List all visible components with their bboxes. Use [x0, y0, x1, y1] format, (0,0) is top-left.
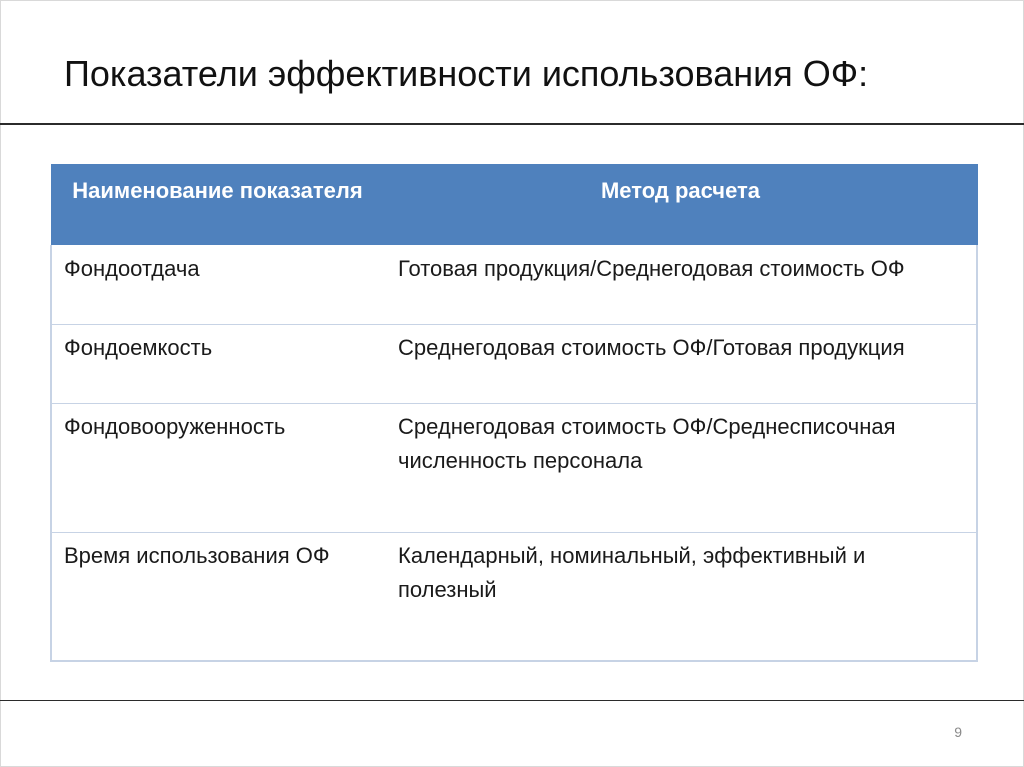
- table-row: [51, 246, 977, 325]
- indicators-table: [50, 164, 978, 662]
- column-header-method: Метод расчета: [384, 165, 977, 246]
- indicator-cell: Время использования ОФ: [51, 533, 384, 662]
- method-cell: Среднегодовая стоимость ОФ/Среднесписочная численность персонала: [384, 404, 977, 533]
- page-number: 9: [954, 724, 962, 740]
- table-row: [51, 533, 977, 662]
- footer-divider: [0, 700, 1024, 701]
- page-title: Показатели эффективности использования ОФ:: [64, 53, 869, 94]
- method-cell: Календарный, номинальный, эффективный и полезный: [384, 533, 977, 662]
- indicator-cell: Фондовооруженность: [51, 404, 384, 533]
- title-divider: [0, 123, 1024, 125]
- method-cell: Готовая продукция/Среднегодовая стоимость ОФ: [384, 246, 977, 325]
- table-row: [51, 404, 977, 533]
- table-row: [51, 325, 977, 404]
- table-header-row: [51, 165, 977, 246]
- column-header-indicator: Наименование показателя: [51, 165, 384, 246]
- indicator-cell: Фондоемкость: [51, 325, 384, 404]
- method-cell: Среднегодовая стоимость ОФ/Готовая продукция: [384, 325, 977, 404]
- indicator-cell: Фондоотдача: [51, 246, 384, 325]
